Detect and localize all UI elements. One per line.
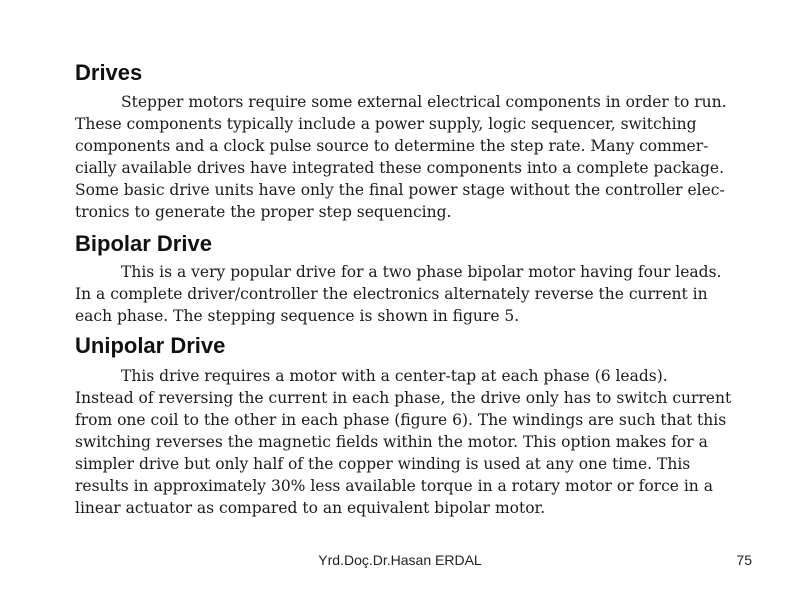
section-body-drives: Stepper motors require some external electrical components in order to run. These components typically include a power supply, logic sequencer, switching components and a clock pulse source to determine the step rate. Many commer- cially available drives have integrated these components into a complete package. Some basic drive units have only the final power stage without the controller elec- tronics to generate the proper step sequencing. — [75, 93, 727, 221]
footer-author: Yrd.Doç.Dr.Hasan ERDAL — [318, 552, 482, 568]
page-content — [75, 58, 740, 520]
section-body-unipolar-drive: This drive requires a motor with a center-tap at each phase (6 leads). Instead of reversing the current in each phase, the drive only has to switch current from one coil to the other in each phase (figure 6). The windings are such that this switching reverses the magnetic fields within the motor. This option makes for a simpler drive but only half of the copper winding is used at any one time. This results in approximately 30% less available torque in a rotary motor or force in a linear actuator as compared to an equivalent bipolar motor. — [75, 367, 732, 517]
section-unipolar-drive — [75, 331, 740, 519]
page-number: 75 — [736, 552, 752, 568]
section-heading-bipolar-drive: Bipolar Drive — [75, 231, 212, 257]
section-heading-drives: Drives — [75, 60, 143, 85]
section-body-bipolar-drive: This is a very popular drive for a two phase bipolar motor having four leads. In a complete driver/controller the electronics alternately reverse the current in each phase. The stepping sequence is shown in figure 5. — [75, 263, 722, 326]
section-heading-unipolar-drive: Unipolar Drive — [75, 333, 226, 359]
section-bipolar-drive — [75, 229, 740, 328]
section-drives — [75, 58, 740, 223]
